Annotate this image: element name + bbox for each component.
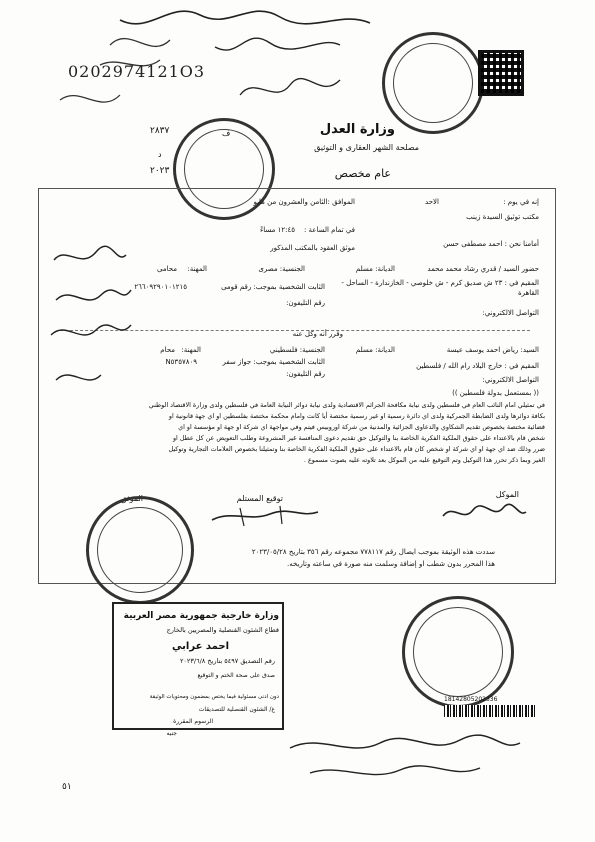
date-line-label: إنه في يوم :: [503, 198, 539, 206]
agent-religion: الديانة: مسلم: [355, 346, 395, 354]
signature-label-receiver: توقيع المستلم: [236, 494, 283, 503]
qr-code: [478, 50, 524, 96]
authority-title: مصلحة الشهر العقارى و التوثيق: [314, 143, 419, 152]
principal-email-label: التواصل الالكتروني:: [482, 309, 539, 317]
residence-note: (( بمستعمل بدولة فلسطين )): [452, 389, 539, 397]
principal-occupation: محامى: [157, 265, 177, 273]
stamp-title: وزارة خارجية جمهورية مصر العربية: [123, 611, 279, 621]
corner-mark: ٥١: [62, 782, 72, 792]
stamp-line: دون ادنى مسئولية فيما يختص بمضمون ومحتويات الوثيقة: [149, 694, 279, 700]
official-seal-bottom-right: [402, 596, 514, 708]
principal-phone-label: رقم التليفون:: [286, 299, 325, 307]
clause-line: قضائية مختصة بخصوص تقديم الشكاوي والدعاوى الجزائية والمدنية من شركة اوروبيس فيتم وفي مواجهة اي شركة او جهة او مؤسسة او اي: [178, 423, 545, 431]
issue-note: هذا المحرر بدون شطب او إضافة وسلمت منه صورة في ساعته وتاريخه.: [287, 560, 495, 568]
barcode: [444, 705, 536, 717]
principal-religion: الديانة: مسلم: [355, 265, 395, 273]
agent-id-number: N٥٣٥٧٨٠٩: [165, 358, 197, 366]
clause-line: ضرر وذلك ضد اي جهة او اي شركة او شخص كان قام بالاعتداء على حقوق الملكية الفكرية الخاصة بنا وتمثيلنا بخصوص العلامات التجارية وتوكيل: [168, 445, 545, 453]
official-seal-bottom-left: [86, 496, 194, 604]
principal-id-number: ٢٦٦٠٩٢٩٠١٠١٢١٥: [134, 283, 187, 291]
before-us: أمامنا نحن : احمد مصطفى حسن: [443, 240, 539, 248]
office-name: مكتب توثيق السيدة زينب: [466, 213, 539, 221]
agent-phone-label: رقم التليفون:: [286, 370, 325, 378]
signature-label-notary: الموثق: [120, 494, 143, 503]
handwritten-note-bottom: [270, 728, 530, 798]
stamp-reference: رقم التصديق ٥٤٩٧ بتاريخ ٢٠٢٣/٦/٨: [179, 657, 275, 665]
agent-address: المقيم في : خارج البلاد رام الله / فلسطين: [416, 362, 539, 370]
reference-letter: ف: [222, 129, 231, 138]
barcode-number: 18142805202336: [444, 696, 498, 703]
signature-label-principal: الموكل: [495, 490, 519, 499]
agent-nationality: الجنسية: فلسطيني: [269, 346, 325, 354]
signature-receiver: [210, 500, 320, 530]
day-value: الاحد: [425, 198, 439, 206]
clause-line: بكافة دوائرها ولدى الضابطة الجمركية ولدى اي دائرة رسمية او غير رسمية مختصة أيا كانت وامام محكمة مختصة بفلسطين او اي جهة قانونية او: [168, 412, 545, 420]
principal-id-label: الثابت الشخصية بموجب: رقم قومى: [221, 283, 325, 291]
principal-city: القاهرة: [518, 289, 539, 297]
principal-address: المقيم في : ٢٣ ش صديق كرم - ش خلوصي - الخازندارة - الساحل -: [341, 279, 539, 287]
handwritten-note-left: [46, 240, 136, 400]
time-label: في تمام الساعة :: [303, 226, 355, 234]
principal-nationality: الجنسية: مصرى: [258, 265, 305, 273]
phone-number-handwritten: 0202974121O3: [68, 62, 206, 81]
agent-occupation-label: المهنة:: [181, 346, 201, 354]
principal-occupation-label: المهنة:: [187, 265, 207, 273]
date-value: الموافق :الثامن والعشرون من مايو: [253, 198, 355, 206]
reference-year: ٢٠٢٣: [150, 166, 170, 176]
stamp-official: احمد عرابي: [172, 641, 229, 652]
handwritten-note-top: [40, 5, 420, 115]
document-type: عام مخصص: [334, 167, 391, 180]
stamp-subtitle: قطاع الشئون القنصلية والمصريين بالخارج: [166, 626, 279, 634]
clause-line: في تمثيلي امام النائب العام في فلسطين ولدى نيابة مكافحة الجرائم الاقتصادية ولدى نيابة دوائر النيابة العامة في فلسطين ولدى وزارة الاقتصاد الوطني: [148, 401, 545, 409]
agent-email-label: التواصل الالكتروني:: [482, 376, 539, 384]
reference-number: ٢٨٣٧: [150, 126, 170, 136]
stamp-line: جنيه: [166, 730, 177, 737]
principal-name: حضور السيد / قدري رشاد محمد محمد: [427, 265, 539, 273]
time-value: ١٢:٤٥ مساءً: [259, 226, 295, 234]
agent-occupation: محام: [160, 346, 175, 354]
official-seal-top-right: [382, 32, 484, 134]
clause-line: شخص قام بالاعتداء على حقوق الملكية الفكرية الخاصة بنا والتوكيل حق تقديم دعوى المنافسة غير المشروعة وطلب التعويض عن كل عطل او: [172, 434, 545, 442]
agent-id-label: الثابت الشخصية بموجب: جواز سفر: [222, 358, 325, 366]
stamp-line: الرسوم المقررة: [173, 718, 213, 725]
agent-name: السيد: رياض احمد يوسف عيسة: [446, 346, 539, 354]
reference-separator: د: [158, 150, 162, 159]
stamp-line: غ/ الشئون القنصلية للتصديقات: [198, 706, 275, 713]
signature-principal: [438, 498, 528, 528]
notary-location: موثق العقود بالمكتب المذكور: [270, 244, 355, 252]
clause-line: الغير وبما ذكر تحرر هذا التوكيل وتم التوقيع عليه من الموكل بعد تلاوته عليه بصوت مسموع .: [303, 456, 545, 464]
ministry-title: وزارة العدل: [319, 122, 395, 137]
stamp-line: صدق على صحة الختم و التوقيع: [197, 672, 275, 679]
affirms-line: وقرر أنه وكل عنه: [292, 330, 343, 338]
fee-note: سددت هذه الوثيقة بموجب ايصال رقم ٧٧٨١١٧ مجموعه رقم ٣٥٦ بتاريخ ٢٠٢٣/٠٥/٢٨: [251, 548, 495, 556]
